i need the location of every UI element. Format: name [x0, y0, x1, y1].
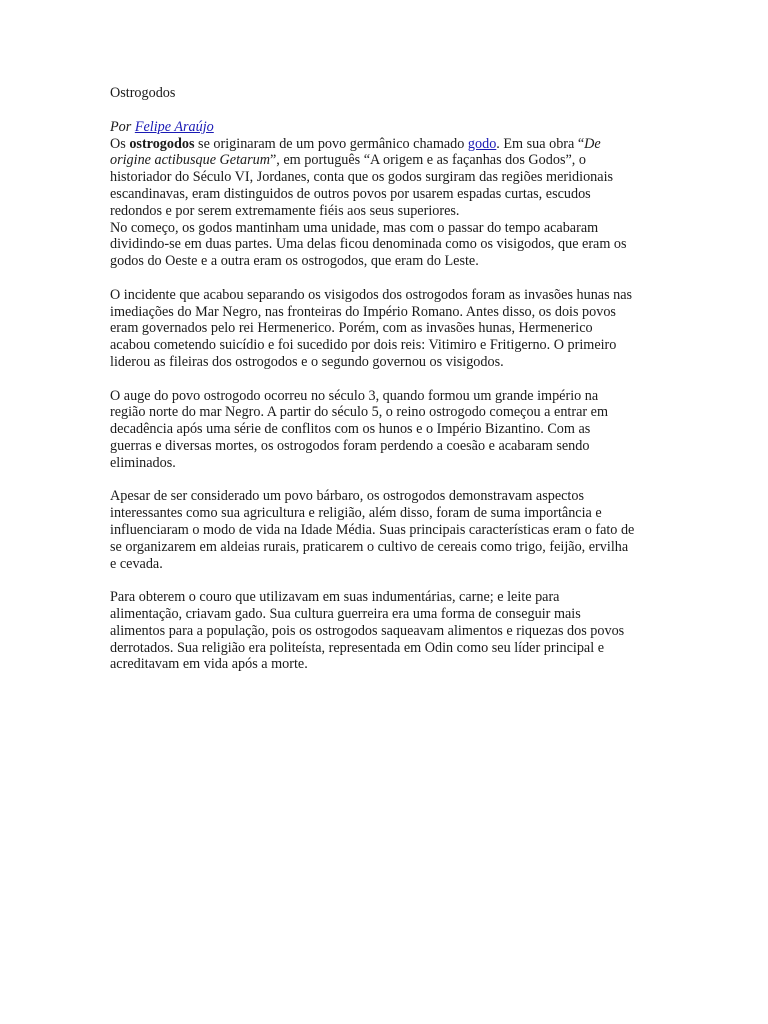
byline [110, 119, 635, 136]
intro-paragraph [110, 136, 635, 220]
paragraph-4: Apesar de ser considerado um povo bárbaro, os ostrogodos demonstravam aspectos interessantes como sua agricultura e religião, além disso, foram de suma importância e influenciaram o modo de vida na Idade Média. Suas principais características eram o fato de se organizarem em aldeias rurais, praticarem o cultivo de cereais como trigo, feijão, ervilha e cevada. [110, 488, 635, 572]
intro-text-b: . Em sua obra “ [496, 135, 585, 152]
intro-text-a: se originaram de um povo germânico chamado [198, 135, 465, 152]
godo-link[interactable]: godo [467, 135, 497, 152]
intro-text-c: ”, em português “A origem e as façanhas dos Godos”, o historiador do Século VI, Jordanes, conta que os godos surgiram das regiões meridionais escandinavas, eram distinguidos de outros povos por usarem espadas curtas, escudos redondos e por serem extremamente fiéis aos seus superiores. [110, 152, 614, 219]
paragraph-1: No começo, os godos mantinham uma unidade, mas com o passar do tempo acabaram dividindo-se em duas partes. Uma delas ficou denominada como os visigodos, que eram os godos do Oeste e a outra eram os ostrogodos, que eram do Leste. [110, 219, 627, 270]
work-title: De origine actibusque Getarum [110, 135, 601, 169]
document-title: Ostrogodos [110, 85, 176, 101]
paragraph-5: Para obterem o couro que utilizavam em suas indumentárias, carne; e leite para alimentação, criavam gado. Sua cultura guerreira era uma forma de conseguir mais alimentos para a população, pois os ostrogodos saqueavam alimentos e riquezas dos povos derrotados. Sua religião era politeísta, representada em Odin como seu líder principal e acreditavam em vida após a morte. [110, 589, 625, 673]
paragraph-3: O auge do povo ostrogodo ocorreu no século 3, quando formou um grande império na região norte do mar Negro. A partir do século 5, o reino ostrogodo começou a entrar em decadência após uma série de conflitos com os hunos e o Império Bizantino. Com as guerras e diversas mortes, os ostrogodos foram perdendo a coesão e acabaram sendo eliminados. [110, 387, 608, 471]
author-link[interactable]: Felipe Araújo [134, 118, 214, 135]
paragraph-2: O incidente que acabou separando os visigodos dos ostrogodos foram as invasões hunas nas imediações do Mar Negro, nas fronteiras do Império Romano. Antes disso, os dois povos eram governados pelo rei Hermenerico. Porém, com as invasões hunas, Hermenerico acabou cometendo suicídio e foi sucedido por dois reis: Vitimiro e Fritigerno. O primeiro liderou as fileiras dos ostrogodos e o segundo governou os visigodos. [110, 286, 633, 370]
intro-term: ostrogodos [129, 135, 195, 152]
intro-lead: Os [110, 135, 126, 152]
document-page [110, 85, 635, 690]
byline-prefix: Por [110, 118, 132, 135]
